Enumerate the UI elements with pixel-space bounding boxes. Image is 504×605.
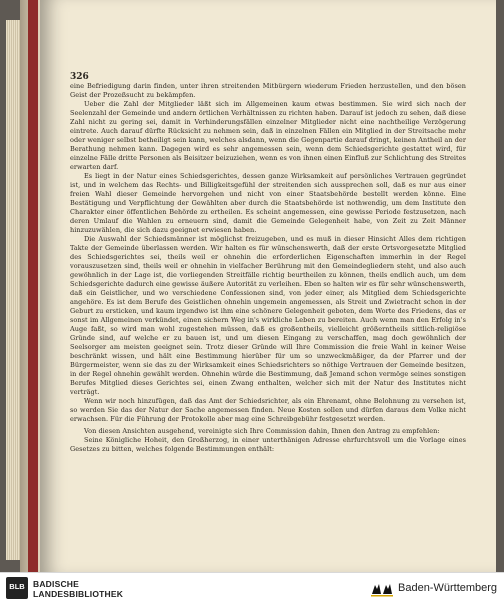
- library-name: [33, 579, 123, 599]
- paragraph: Von diesen Ansichten ausgehend, vereinigte sich Ihre Commission dahin, Ihnen den Antrag zu empfehlen:: [84, 427, 440, 435]
- bookmark-ribbon: [28, 0, 38, 572]
- page-number: 326: [70, 72, 89, 82]
- paragraph: Es liegt in der Natur eines Schiedsgerichtes, dessen ganze Wirksamkeit auf persönliches Vertrauen gegründet ist, und in welchem das Rechts- und Billigkeitsgefühl der streitenden sich aussprechen soll, daß es nur aus einer freien Wahl dieser Gemeinde hervorgehen und nicht von einer Staatsbehörde bestellt werden könne. Eine Bestätigung und Verpflichtung der Gewählten aber durch die Staatsbehörde ist nothwendig, um dem Institute den Charakter einer öffentlichen Behörde zu ertheilen. Es scheint angemessen, eine gewisse Periode festzusetzen, nach deren Umlauf die Wahlen zu erneuern sind, damit die Gemeinde Gelegenheit habe, von Zeit zu Zeit Männer hinzuzuwählen, die sich dazu geeignet erwiesen haben.: [70, 172, 466, 234]
- library-name-line2: LANDESBIBLIOTHEK: [33, 589, 124, 599]
- paragraph: Ueber die Zahl der Mitglieder läßt sich im Allgemeinen kaum etwas bestimmen. Sie wird sich nach der Seelenzahl der Gemeinde und andern örtlichen Verhältnissen zu richten haben. Darauf ist jedoch zu sehen, daß diese Zahl nicht zu gering sei, damit in Verhinderungsfällen einzelner Mitglieder nicht eine nachtheilige Verzögerung eintrete. Auch darauf dürfte Rücksicht zu nehmen sein, daß in einzelnen Fällen ein Mitglied in der Streitsache mehr oder weniger selbst betheiligt sein kann, welches alsdann, wenn die Gegenpartie darauf dringt, keinen Antheil an der Berathung nehmen kann. Dagegen wird es sehr angemessen sein, wenn dem Schiedsgerichte gestattet wird, für einzelne Fälle dritte Personen als Beisitzer beizuziehen, wenn es von ihnen einen Einfluß zur Schlichtung des Streites erwarten darf.: [70, 100, 466, 171]
- blb-logo[interactable]: [6, 577, 28, 599]
- footer-bar: [0, 572, 504, 605]
- paragraph: Seine Königliche Hoheit, den Großherzog, in einer unterthänigen Adresse ehrfurchtsvoll um die Vorlage eines Gesetzes zu bitten, welches folgende Bestimmungen enthält:: [70, 436, 466, 453]
- blb-logo-text: BLB: [9, 582, 25, 591]
- page-text: [70, 82, 466, 454]
- paragraph: Die Auswahl der Schiedsmänner ist möglichst freizugeben, und es muß in dieser Hinsicht Alles dem richtigen Takte der Gemeinde überlassen werden. Wir halten es für wünschenswerth, daß der erste Ortsvorgesetzte Mitglied des Schiedsgerichtes sei, theils weil er ohnehin die erforderlichen Eigenschaften immerhin in der Regel vorauszusetzen sind, theils weil er ohnehin in vielfacher Berührung mit den Gemeindegliedern steht, und also auch gewöhnlich in der Lage ist, die vorliegenden Streitfälle richtig beurtheilen zu können, theils endlich auch, um dem Schiedsgerichte dadurch eine gewisse äußere Autorität zu verleihen. Eben so halten wir es für sehr wünschenswerth, daß ein Geistlicher, und wo verschiedene Confessionen sind, von jeder einer, als Mitglied dem Schiedsgerichte angehöre. Es ist dem Berufe des Geistlichen ohnehin ungemein angemessen, als Streit und Zwietracht schon in der Geburt zu ersticken, und kaum irgendwo ist ihm eine schönere Gelegenheit geboten, dem Worte des Friedens, das er sonst im Allgemeinen verkündet, einen sichern Weg in's wirkliche Leben zu bereiten. Auch wenn man den Erfolg in's Auge faßt, so wird man wohl zugestehen müssen, daß es großentheils, vielleicht größerntheils sittlich-religiöse Gründe sind, auf welche er zu bauen ist, und um diesen Eingang zu verschaffen, mag doch gewöhnlich der Seelsorger am meisten geeignet sein. Trotz dieser Gründe will Ihre Commission die freie Wahl in keiner Weise beschränkt wissen, und hält eine Bestimmung hierüber für um so unzweckmäßiger, da der Pfarrer und der Bürgermeister, wenn sie das zu der Wirksamkeit eines Schiedsrichters so nöthige Vertrauen der Gemeinde besitzen, in der Regel ohnehin gewählt werden. Ohnehin würde die Bestimmung, daß Jemand schon vermöge seines sonstigen Berufes Mitglied dieses Gerichtes sei, einen Zwang enthalten, welcher sich mit der Natur des Institutes nicht verträgt.: [70, 235, 466, 396]
- paragraph: Wenn wir noch hinzufügen, daß das Amt der Schiedsrichter, als ein Ehrenamt, ohne Belohnung zu versehen ist, so werden Sie das der Natur der Sache angemessen finden. Neue Kosten sollen und dürfen daraus dem Volke nicht erwachsen. Für die Führung der Protokolle aber mag eine Schreibgebühr festgesetzt werden.: [70, 397, 466, 423]
- state-name: Baden-Württemberg: [398, 582, 498, 594]
- baden-wuerttemberg-lions-icon: [370, 581, 394, 597]
- library-name-line1: BADISCHE: [33, 579, 79, 589]
- paragraph: eine Befriedigung darin finden, unter ihren streitenden Mitbürgern wiederum Frieden herzustellen, und den bösen Geist der Prozeßsucht zu bekämpfen.: [70, 82, 466, 99]
